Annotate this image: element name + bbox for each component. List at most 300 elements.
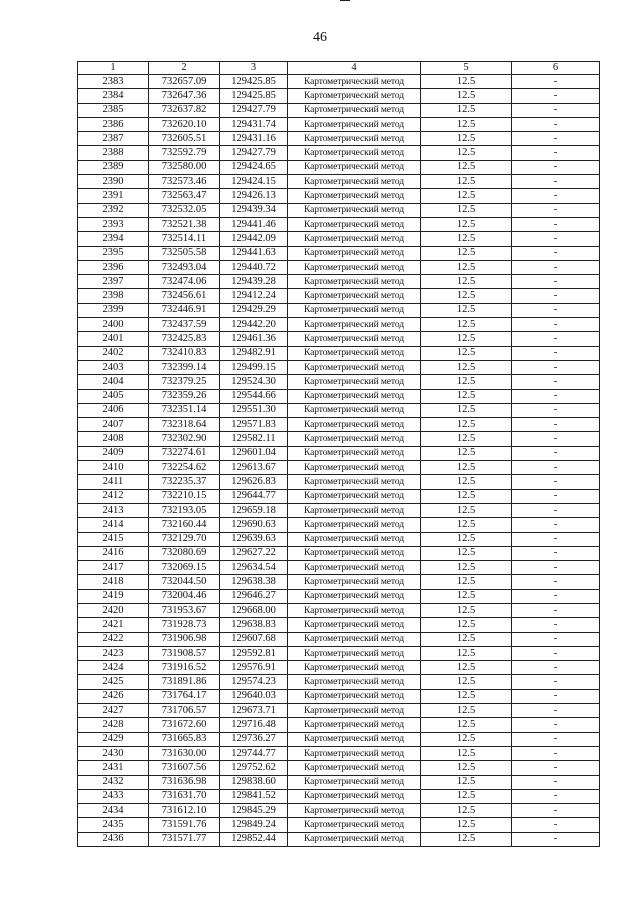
y-coordinate-cell: 129441.46: [220, 217, 288, 231]
y-coordinate-cell: 129425.85: [220, 75, 288, 89]
method-cell: Картометрический метод: [288, 203, 421, 217]
point-number-cell: 2428: [78, 718, 149, 732]
accuracy-cell: 12.5: [421, 775, 512, 789]
accuracy-cell: 12.5: [421, 75, 512, 89]
note-cell: -: [512, 117, 600, 131]
table-row: [78, 189, 600, 203]
x-coordinate-cell: 732318.64: [149, 418, 220, 432]
accuracy-cell: 12.5: [421, 275, 512, 289]
table-row: [78, 103, 600, 117]
x-coordinate-cell: 732351.14: [149, 403, 220, 417]
method-cell: Картометрический метод: [288, 632, 421, 646]
accuracy-cell: 12.5: [421, 346, 512, 360]
accuracy-cell: 12.5: [421, 289, 512, 303]
method-cell: Картометрический метод: [288, 761, 421, 775]
point-number-cell: 2421: [78, 618, 149, 632]
table-row: [78, 203, 600, 217]
table-row: [78, 761, 600, 775]
note-cell: -: [512, 275, 600, 289]
x-coordinate-cell: 732514.11: [149, 232, 220, 246]
point-number-cell: 2412: [78, 489, 149, 503]
method-cell: Картометрический метод: [288, 732, 421, 746]
accuracy-cell: 12.5: [421, 332, 512, 346]
method-cell: Картометрический метод: [288, 232, 421, 246]
y-coordinate-cell: 129607.68: [220, 632, 288, 646]
note-cell: -: [512, 704, 600, 718]
table-row: [78, 675, 600, 689]
x-coordinate-cell: 732004.46: [149, 589, 220, 603]
method-cell: Картометрический метод: [288, 375, 421, 389]
note-cell: -: [512, 232, 600, 246]
table-header-row: [78, 62, 600, 75]
method-cell: Картометрический метод: [288, 461, 421, 475]
accuracy-cell: 12.5: [421, 761, 512, 775]
point-number-cell: 2392: [78, 203, 149, 217]
table-row: [78, 217, 600, 231]
accuracy-cell: 12.5: [421, 175, 512, 189]
point-number-cell: 2423: [78, 646, 149, 660]
note-cell: -: [512, 632, 600, 646]
accuracy-cell: 12.5: [421, 360, 512, 374]
accuracy-cell: 12.5: [421, 89, 512, 103]
y-coordinate-cell: 129639.63: [220, 532, 288, 546]
note-cell: -: [512, 89, 600, 103]
method-cell: Картометрический метод: [288, 403, 421, 417]
x-coordinate-cell: 731891.86: [149, 675, 220, 689]
accuracy-cell: 12.5: [421, 318, 512, 332]
point-number-cell: 2414: [78, 518, 149, 532]
point-number-cell: 2386: [78, 117, 149, 131]
y-coordinate-cell: 129849.24: [220, 818, 288, 832]
note-cell: -: [512, 103, 600, 117]
x-coordinate-cell: 732532.05: [149, 203, 220, 217]
x-coordinate-cell: 732580.00: [149, 160, 220, 174]
table-row: [78, 461, 600, 475]
accuracy-cell: 12.5: [421, 675, 512, 689]
method-cell: Картометрический метод: [288, 132, 421, 146]
x-coordinate-cell: 732657.09: [149, 75, 220, 89]
y-coordinate-cell: 129571.83: [220, 418, 288, 432]
note-cell: -: [512, 303, 600, 317]
method-cell: Картометрический метод: [288, 346, 421, 360]
point-number-cell: 2400: [78, 318, 149, 332]
point-number-cell: 2413: [78, 503, 149, 517]
y-coordinate-cell: 129442.09: [220, 232, 288, 246]
method-cell: Картометрический метод: [288, 603, 421, 617]
note-cell: -: [512, 675, 600, 689]
table-row: [78, 418, 600, 432]
accuracy-cell: 12.5: [421, 518, 512, 532]
y-coordinate-cell: 129638.83: [220, 618, 288, 632]
point-number-cell: 2407: [78, 418, 149, 432]
table-row: [78, 618, 600, 632]
x-coordinate-cell: 732254.62: [149, 461, 220, 475]
table-row: [78, 146, 600, 160]
point-number-cell: 2384: [78, 89, 149, 103]
y-coordinate-cell: 129744.77: [220, 746, 288, 760]
note-cell: -: [512, 646, 600, 660]
note-cell: -: [512, 289, 600, 303]
method-cell: Картометрический метод: [288, 804, 421, 818]
method-cell: Картометрический метод: [288, 646, 421, 660]
x-coordinate-cell: 731591.76: [149, 818, 220, 832]
note-cell: -: [512, 832, 600, 846]
point-number-cell: 2422: [78, 632, 149, 646]
note-cell: -: [512, 318, 600, 332]
x-coordinate-cell: 732605.51: [149, 132, 220, 146]
x-coordinate-cell: 731631.70: [149, 789, 220, 803]
point-number-cell: 2389: [78, 160, 149, 174]
table-row: [78, 661, 600, 675]
x-coordinate-cell: 732302.90: [149, 432, 220, 446]
y-coordinate-cell: 129576.91: [220, 661, 288, 675]
table-row: [78, 175, 600, 189]
y-coordinate-cell: 129574.23: [220, 675, 288, 689]
accuracy-cell: 12.5: [421, 575, 512, 589]
table-row: [78, 332, 600, 346]
note-cell: -: [512, 689, 600, 703]
note-cell: -: [512, 475, 600, 489]
note-cell: -: [512, 146, 600, 160]
y-coordinate-cell: 129425.85: [220, 89, 288, 103]
note-cell: -: [512, 818, 600, 832]
note-cell: -: [512, 489, 600, 503]
x-coordinate-cell: 732359.26: [149, 389, 220, 403]
method-cell: Картометрический метод: [288, 89, 421, 103]
point-number-cell: 2434: [78, 804, 149, 818]
accuracy-cell: 12.5: [421, 832, 512, 846]
method-cell: Картометрический метод: [288, 518, 421, 532]
y-coordinate-cell: 129427.79: [220, 103, 288, 117]
accuracy-cell: 12.5: [421, 303, 512, 317]
method-cell: Картометрический метод: [288, 318, 421, 332]
method-cell: Картометрический метод: [288, 618, 421, 632]
note-cell: -: [512, 761, 600, 775]
y-coordinate-cell: 129440.72: [220, 260, 288, 274]
point-number-cell: 2405: [78, 389, 149, 403]
table-row: [78, 117, 600, 131]
point-number-cell: 2385: [78, 103, 149, 117]
column-header: 6: [512, 62, 600, 75]
accuracy-cell: 12.5: [421, 217, 512, 231]
accuracy-cell: 12.5: [421, 503, 512, 517]
accuracy-cell: 12.5: [421, 589, 512, 603]
y-coordinate-cell: 129638.38: [220, 575, 288, 589]
x-coordinate-cell: 732474.06: [149, 275, 220, 289]
x-coordinate-cell: 732505.58: [149, 246, 220, 260]
point-number-cell: 2406: [78, 403, 149, 417]
y-coordinate-cell: 129424.15: [220, 175, 288, 189]
table-row: [78, 232, 600, 246]
y-coordinate-cell: 129544.66: [220, 389, 288, 403]
accuracy-cell: 12.5: [421, 746, 512, 760]
accuracy-cell: 12.5: [421, 475, 512, 489]
note-cell: -: [512, 389, 600, 403]
x-coordinate-cell: 732069.15: [149, 561, 220, 575]
note-cell: -: [512, 346, 600, 360]
table-row: [78, 160, 600, 174]
method-cell: Картометрический метод: [288, 489, 421, 503]
accuracy-cell: 12.5: [421, 461, 512, 475]
method-cell: Картометрический метод: [288, 418, 421, 432]
accuracy-cell: 12.5: [421, 403, 512, 417]
table-row: [78, 275, 600, 289]
note-cell: -: [512, 203, 600, 217]
point-number-cell: 2411: [78, 475, 149, 489]
point-number-cell: 2404: [78, 375, 149, 389]
table-row: [78, 346, 600, 360]
x-coordinate-cell: 731612.10: [149, 804, 220, 818]
note-cell: -: [512, 561, 600, 575]
method-cell: Картометрический метод: [288, 475, 421, 489]
accuracy-cell: 12.5: [421, 732, 512, 746]
accuracy-cell: 12.5: [421, 232, 512, 246]
table-row: [78, 603, 600, 617]
x-coordinate-cell: 732399.14: [149, 360, 220, 374]
accuracy-cell: 12.5: [421, 203, 512, 217]
note-cell: -: [512, 789, 600, 803]
note-cell: -: [512, 160, 600, 174]
x-coordinate-cell: 731630.00: [149, 746, 220, 760]
point-number-cell: 2396: [78, 260, 149, 274]
x-coordinate-cell: 732437.59: [149, 318, 220, 332]
method-cell: Картометрический метод: [288, 146, 421, 160]
note-cell: -: [512, 546, 600, 560]
method-cell: Картометрический метод: [288, 746, 421, 760]
table-row: [78, 832, 600, 846]
note-cell: -: [512, 503, 600, 517]
accuracy-cell: 12.5: [421, 789, 512, 803]
note-cell: -: [512, 132, 600, 146]
column-header: 5: [421, 62, 512, 75]
table-row: [78, 375, 600, 389]
x-coordinate-cell: 732456.61: [149, 289, 220, 303]
point-number-cell: 2383: [78, 75, 149, 89]
y-coordinate-cell: 129841.52: [220, 789, 288, 803]
point-number-cell: 2403: [78, 360, 149, 374]
table-row: [78, 503, 600, 517]
note-cell: -: [512, 746, 600, 760]
x-coordinate-cell: 732160.44: [149, 518, 220, 532]
note-cell: -: [512, 432, 600, 446]
y-coordinate-cell: 129736.27: [220, 732, 288, 746]
x-coordinate-cell: 732647.36: [149, 89, 220, 103]
table-row: [78, 360, 600, 374]
point-number-cell: 2426: [78, 689, 149, 703]
method-cell: Картометрический метод: [288, 332, 421, 346]
note-cell: -: [512, 418, 600, 432]
x-coordinate-cell: 732620.10: [149, 117, 220, 131]
table-row: [78, 546, 600, 560]
accuracy-cell: 12.5: [421, 189, 512, 203]
point-number-cell: 2387: [78, 132, 149, 146]
note-cell: -: [512, 360, 600, 374]
y-coordinate-cell: 129551.30: [220, 403, 288, 417]
note-cell: -: [512, 618, 600, 632]
y-coordinate-cell: 129845.29: [220, 804, 288, 818]
point-number-cell: 2431: [78, 761, 149, 775]
point-number-cell: 2433: [78, 789, 149, 803]
y-coordinate-cell: 129668.00: [220, 603, 288, 617]
method-cell: Картометрический метод: [288, 818, 421, 832]
y-coordinate-cell: 129627.22: [220, 546, 288, 560]
table-row: [78, 746, 600, 760]
y-coordinate-cell: 129582.11: [220, 432, 288, 446]
x-coordinate-cell: 732210.15: [149, 489, 220, 503]
accuracy-cell: 12.5: [421, 103, 512, 117]
x-coordinate-cell: 732592.79: [149, 146, 220, 160]
point-number-cell: 2399: [78, 303, 149, 317]
point-number-cell: 2388: [78, 146, 149, 160]
note-cell: -: [512, 804, 600, 818]
y-coordinate-cell: 129644.77: [220, 489, 288, 503]
y-coordinate-cell: 129431.16: [220, 132, 288, 146]
note-cell: -: [512, 461, 600, 475]
method-cell: Картометрический метод: [288, 832, 421, 846]
method-cell: Картометрический метод: [288, 561, 421, 575]
table-row: [78, 704, 600, 718]
point-number-cell: 2419: [78, 589, 149, 603]
column-header: 3: [220, 62, 288, 75]
point-number-cell: 2409: [78, 446, 149, 460]
note-cell: -: [512, 732, 600, 746]
page-number: 46: [313, 30, 327, 45]
note-cell: -: [512, 189, 600, 203]
point-number-cell: 2415: [78, 532, 149, 546]
y-coordinate-cell: 129673.71: [220, 704, 288, 718]
method-cell: Картометрический метод: [288, 503, 421, 517]
accuracy-cell: 12.5: [421, 603, 512, 617]
accuracy-cell: 12.5: [421, 532, 512, 546]
accuracy-cell: 12.5: [421, 117, 512, 131]
y-coordinate-cell: 129426.13: [220, 189, 288, 203]
method-cell: Картометрический метод: [288, 575, 421, 589]
table-row: [78, 389, 600, 403]
accuracy-cell: 12.5: [421, 432, 512, 446]
coordinates-table: [77, 61, 600, 847]
x-coordinate-cell: 732493.04: [149, 260, 220, 274]
method-cell: Картометрический метод: [288, 704, 421, 718]
point-number-cell: 2432: [78, 775, 149, 789]
x-coordinate-cell: 732044.50: [149, 575, 220, 589]
point-number-cell: 2391: [78, 189, 149, 203]
method-cell: Картометрический метод: [288, 775, 421, 789]
table-row: [78, 132, 600, 146]
x-coordinate-cell: 731672.60: [149, 718, 220, 732]
method-cell: Картометрический метод: [288, 260, 421, 274]
point-number-cell: 2402: [78, 346, 149, 360]
table-row: [78, 775, 600, 789]
x-coordinate-cell: 731607.56: [149, 761, 220, 775]
note-cell: -: [512, 75, 600, 89]
y-coordinate-cell: 129659.18: [220, 503, 288, 517]
x-coordinate-cell: 732563.47: [149, 189, 220, 203]
table-row: [78, 75, 600, 89]
note-cell: -: [512, 718, 600, 732]
accuracy-cell: 12.5: [421, 546, 512, 560]
point-number-cell: 2430: [78, 746, 149, 760]
x-coordinate-cell: 732379.25: [149, 375, 220, 389]
x-coordinate-cell: 731665.83: [149, 732, 220, 746]
x-coordinate-cell: 732129.70: [149, 532, 220, 546]
x-coordinate-cell: 731953.67: [149, 603, 220, 617]
table-row: [78, 789, 600, 803]
table-body: [78, 75, 600, 847]
top-edge-mark: [340, 0, 350, 1]
method-cell: Картометрический метод: [288, 275, 421, 289]
note-cell: -: [512, 446, 600, 460]
note-cell: -: [512, 260, 600, 274]
point-number-cell: 2435: [78, 818, 149, 832]
x-coordinate-cell: 731928.73: [149, 618, 220, 632]
table-row: [78, 518, 600, 532]
x-coordinate-cell: 732425.83: [149, 332, 220, 346]
y-coordinate-cell: 129461.36: [220, 332, 288, 346]
method-cell: Картометрический метод: [288, 189, 421, 203]
method-cell: Картометрический метод: [288, 432, 421, 446]
note-cell: -: [512, 403, 600, 417]
point-number-cell: 2436: [78, 832, 149, 846]
y-coordinate-cell: 129592.81: [220, 646, 288, 660]
y-coordinate-cell: 129838.60: [220, 775, 288, 789]
table-row: [78, 646, 600, 660]
method-cell: Картометрический метод: [288, 103, 421, 117]
accuracy-cell: 12.5: [421, 146, 512, 160]
table-row: [78, 303, 600, 317]
method-cell: Картометрический метод: [288, 546, 421, 560]
accuracy-cell: 12.5: [421, 689, 512, 703]
note-cell: -: [512, 332, 600, 346]
y-coordinate-cell: 129439.34: [220, 203, 288, 217]
point-number-cell: 2410: [78, 461, 149, 475]
column-header: 4: [288, 62, 421, 75]
y-coordinate-cell: 129431.74: [220, 117, 288, 131]
accuracy-cell: 12.5: [421, 132, 512, 146]
x-coordinate-cell: 731706.57: [149, 704, 220, 718]
point-number-cell: 2397: [78, 275, 149, 289]
table-row: [78, 475, 600, 489]
accuracy-cell: 12.5: [421, 561, 512, 575]
accuracy-cell: 12.5: [421, 632, 512, 646]
y-coordinate-cell: 129442.20: [220, 318, 288, 332]
y-coordinate-cell: 129646.27: [220, 589, 288, 603]
note-cell: -: [512, 575, 600, 589]
accuracy-cell: 12.5: [421, 489, 512, 503]
table-row: [78, 260, 600, 274]
table-row: [78, 718, 600, 732]
x-coordinate-cell: 732235.37: [149, 475, 220, 489]
point-number-cell: 2398: [78, 289, 149, 303]
table-row: [78, 89, 600, 103]
point-number-cell: 2401: [78, 332, 149, 346]
x-coordinate-cell: 731908.57: [149, 646, 220, 660]
point-number-cell: 2425: [78, 675, 149, 689]
method-cell: Картометрический метод: [288, 661, 421, 675]
table-row: [78, 532, 600, 546]
accuracy-cell: 12.5: [421, 646, 512, 660]
method-cell: Картометрический метод: [288, 289, 421, 303]
y-coordinate-cell: 129752.62: [220, 761, 288, 775]
x-coordinate-cell: 731636.98: [149, 775, 220, 789]
point-number-cell: 2427: [78, 704, 149, 718]
point-number-cell: 2408: [78, 432, 149, 446]
accuracy-cell: 12.5: [421, 718, 512, 732]
accuracy-cell: 12.5: [421, 418, 512, 432]
table-row: [78, 289, 600, 303]
y-coordinate-cell: 129524.30: [220, 375, 288, 389]
y-coordinate-cell: 129482.91: [220, 346, 288, 360]
x-coordinate-cell: 731571.77: [149, 832, 220, 846]
